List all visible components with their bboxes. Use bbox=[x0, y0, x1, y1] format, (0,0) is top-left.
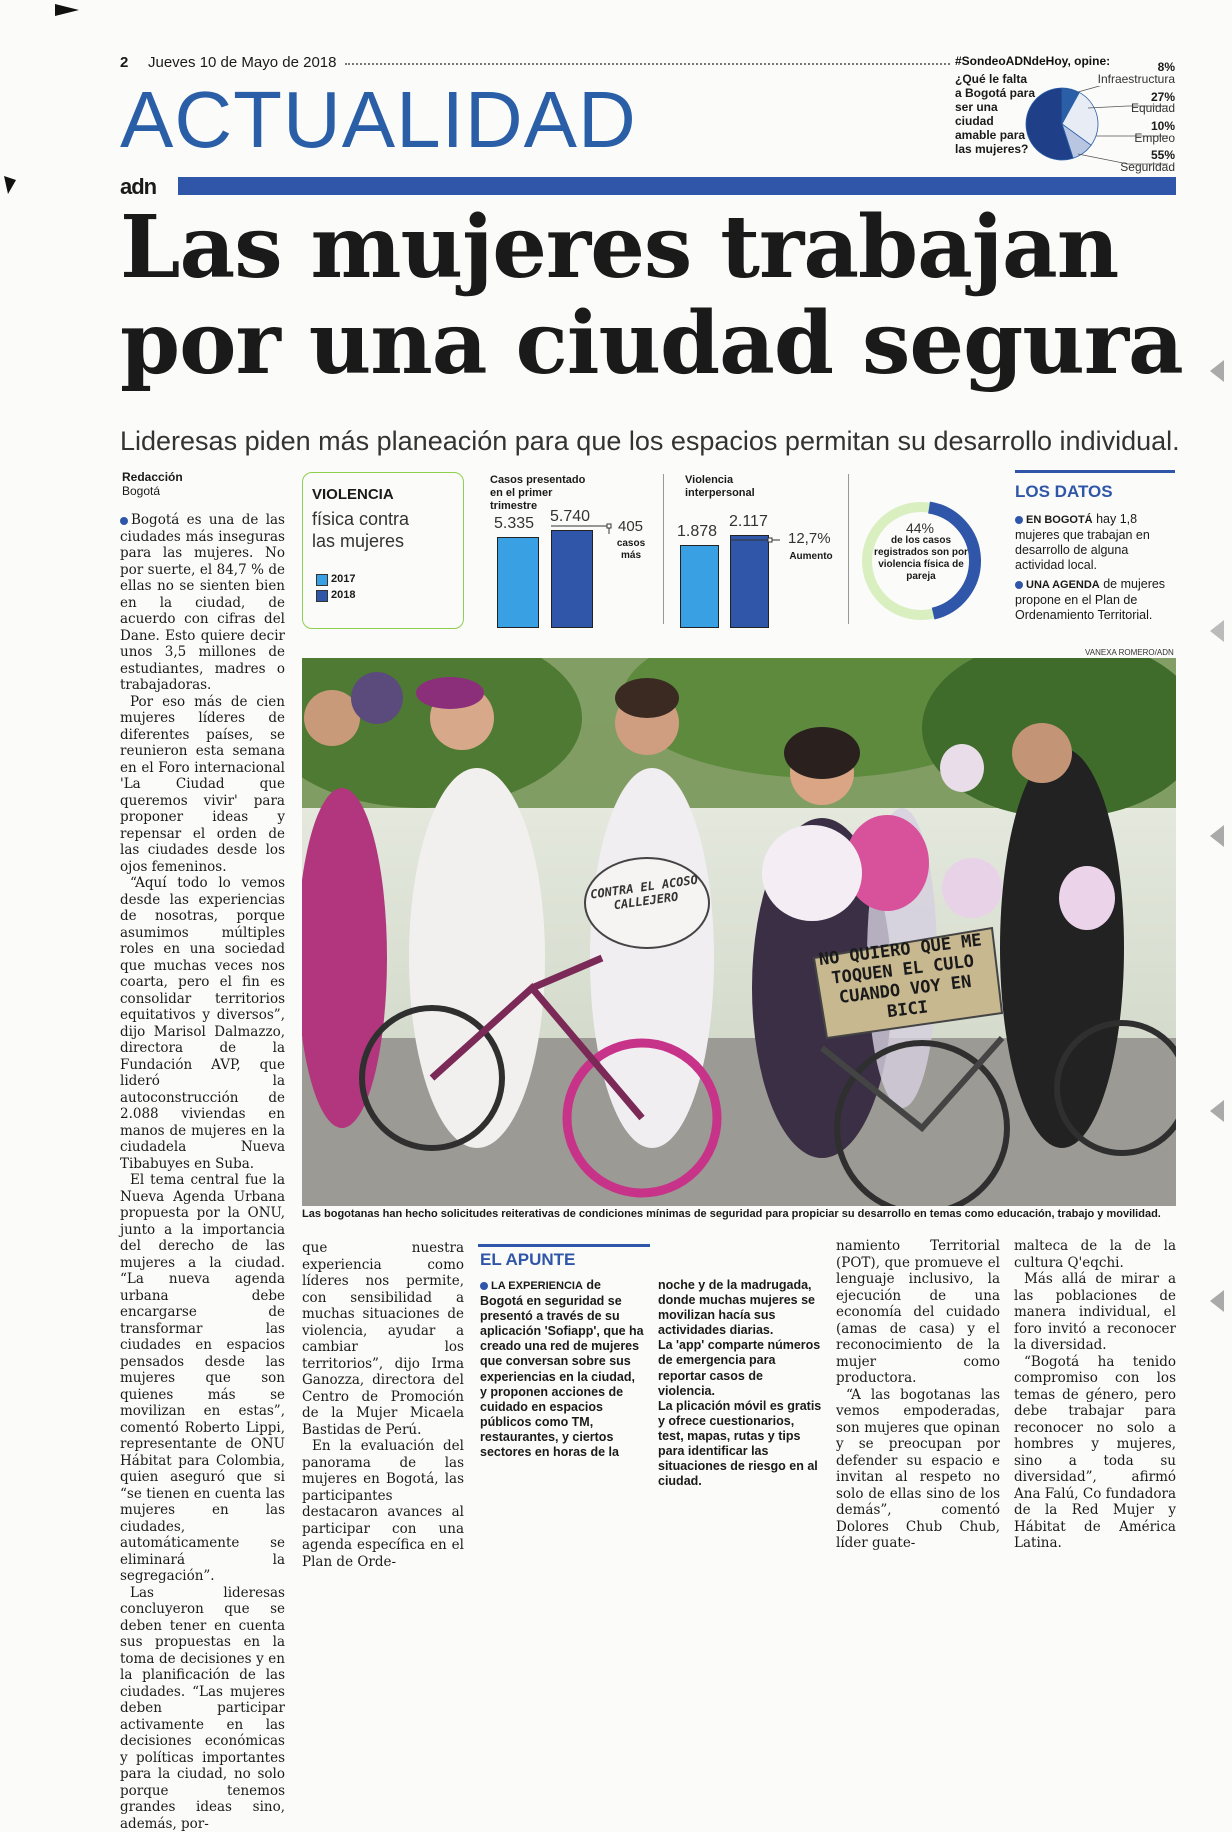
paragraph: En la evaluación del panorama de las mujeres en Bogotá, las participantes destacaron avances al participar con una agenda específica en el Plan de Orde- bbox=[302, 1438, 464, 1570]
poll-pct: 27% bbox=[1151, 90, 1175, 104]
bullet-icon bbox=[120, 517, 128, 525]
poll-pct: 55% bbox=[1151, 148, 1175, 162]
byline-label: Redacción bbox=[122, 470, 183, 484]
headline-line: por una ciudad segura bbox=[120, 296, 1200, 392]
datos-lead: UNA AGENDA bbox=[1026, 579, 1100, 591]
chart-divider bbox=[848, 474, 849, 624]
chart-divider bbox=[663, 474, 664, 624]
scan-mark bbox=[1210, 1100, 1224, 1122]
byline bbox=[122, 470, 183, 498]
datos-lead: EN BOGOTÁ bbox=[1026, 514, 1093, 526]
paragraph: “A las bogotanas las vemos empoderadas, son mujeres que opinan y se preocupan por defender su espacio e invitan al respeto no solo de ellas sino de los demás”, comentó Dolores Chub Chub, líder guate- bbox=[836, 1387, 1000, 1552]
bar-value-label: 1.878 bbox=[677, 523, 717, 541]
subheadline: Lideresas piden más planeación para que los espacios permitan su desarrollo individual. bbox=[120, 426, 1200, 457]
poll-pct: 10% bbox=[1151, 119, 1175, 133]
paragraph: Las lideresas concluyeron que se deben tener en cuenta sus propuestas en la toma de decisiones y en la planificación de las ciudades. “Las mujeres deben participar activamente en las decisiones económicas y políticas importantes para la ciudad, no solo porque tenemos grandes ideas sino, además, por- bbox=[120, 1585, 285, 1832]
bullet-icon bbox=[1015, 581, 1023, 589]
paragraph: “Aquí todo lo vemos desde las experiencias de nosotras, porque asumimos múltiples roles en una sociedad que muchas veces nos coarta, pero el fin es consolidar territorios equitativos y diversos”, dijo Marisol Dalmazzo, directora de la Fundación AVP, que lideró la autoconstrucción de 2.088 viviendas en manos de mujeres en la ciudadela Nueva Tibabuyes en Suba. bbox=[120, 875, 285, 1172]
bar-2018 bbox=[551, 530, 593, 628]
scan-mark bbox=[55, 2, 79, 18]
paragraph: Más allá de mirar a las poblaciones de manera individual, el foro invitó a reconocer la diversidad. bbox=[1014, 1271, 1176, 1354]
bar-2017 bbox=[680, 545, 719, 628]
chart-annotation-value: 405 bbox=[618, 518, 643, 535]
datos-item bbox=[1015, 512, 1175, 573]
dateline: Jueves 10 de Mayo de 2018 bbox=[148, 54, 336, 71]
donut-label: de los casos registrados son por violencia física de pareja bbox=[868, 535, 974, 583]
chart-annotation-text: Aumento bbox=[786, 551, 836, 563]
legend-swatch bbox=[316, 590, 328, 602]
protest-sign-text: CONTRA EL ACOSO CALLEJERO bbox=[581, 871, 710, 916]
chart-leader-line bbox=[551, 518, 626, 538]
scan-mark bbox=[4, 176, 16, 194]
article-column-5 bbox=[836, 1238, 1000, 1552]
headline-line: Las mujeres trabajan bbox=[120, 200, 1200, 296]
apunte-title: EL APUNTE bbox=[480, 1250, 575, 1270]
page-number: 2 bbox=[120, 54, 128, 71]
scan-mark bbox=[1210, 1290, 1224, 1312]
section-rule bbox=[178, 177, 1176, 195]
photo-credit: VANEXA ROMERO/ADN bbox=[1085, 648, 1174, 657]
apunte-text: La plicación móvil es gratis y ofrece cuestionarios, test, mapas, rutas y tips para identificar las situaciones de riesgo en al ciudad. bbox=[658, 1399, 823, 1490]
adn-logo: adn bbox=[120, 174, 156, 200]
donut-value: 44% bbox=[880, 520, 960, 536]
bar-value-label: 5.740 bbox=[550, 508, 590, 526]
datos-title: LOS DATOS bbox=[1015, 482, 1113, 502]
chart-annotation-value: 12,7% bbox=[788, 530, 831, 547]
article-photo bbox=[302, 658, 1176, 1206]
section-title: ACTUALIDAD bbox=[120, 80, 637, 160]
scan-mark bbox=[1210, 360, 1224, 382]
apunte-text: La 'app' comparte números de emergencia para reportar casos de violencia. bbox=[658, 1338, 823, 1398]
paragraph: namiento Territorial (POT), que promueve el lenguaje inclusivo, la ejecución de una economía del cuidado (amas de casa) y el reconocimiento de la mujer como productora. bbox=[836, 1238, 1000, 1387]
chart-annotation-text: casos más bbox=[612, 538, 650, 562]
poll-label: Equidad bbox=[1131, 101, 1175, 115]
article-column-1 bbox=[120, 512, 285, 1832]
bullet-icon bbox=[1015, 516, 1023, 524]
chart-title: Casos presentado en el primer trimestre bbox=[490, 474, 600, 513]
headline bbox=[120, 200, 1200, 392]
subtitle-line: física contra bbox=[312, 508, 409, 530]
paragraph: El tema central fue la Nueva Agenda Urbana propuesta por la ONU, junto a la importancia del derecho de las mujeres a la ciudad. “La nueva agenda urbana debe encargarse de transformar las ciudades en espacios pensados desde las mujeres que son quienes más se movilizan en estas”, comentó Roberto Lippi, representante de ONU Hábitat para Colombia, quien aseguró que si “se tienen en cuenta las mujeres en las ciudades, automáticamente se eliminará la segregación”. bbox=[120, 1172, 285, 1585]
legend-label: 2017 bbox=[331, 573, 355, 585]
bar-value-label: 2.117 bbox=[729, 513, 768, 531]
apunte-column-2 bbox=[658, 1278, 823, 1489]
paragraph: “Bogotá ha tenido compromiso con los temas de género, pero debe trabajar para reconocer no solo a hombres y mujeres, sino a toda su diversidad”, afirmó Ana Falú, Co fundadora de la Red Mujer y Hábitat de América Latina. bbox=[1014, 1354, 1176, 1552]
bar-value-label: 5.335 bbox=[494, 515, 534, 533]
poll-label: Seguridad bbox=[1120, 160, 1175, 174]
photo-caption: Las bogotanas han hecho solicitudes reiterativas de condiciones mínimas de seguridad para propiciar su desarrollo en temas como educación, trabajo y movilidad. bbox=[302, 1208, 1176, 1220]
apunte-text: noche y de la madrugada, donde muchas mujeres se movilizan hacía sus actividades diarias. bbox=[658, 1278, 823, 1338]
datos-text: de mujeres propone en el Plan de Ordenamiento Territorial. bbox=[1015, 577, 1165, 622]
bullet-icon bbox=[480, 1282, 488, 1290]
apunte-lead: LA EXPERIENCIA bbox=[491, 1280, 583, 1292]
paragraph: Bogotá es una de las ciudades más inseguras para las mujeres. No por suerte, el 84,7 % de ellas no se sienten bien en la ciudad, de acuerdo con cifras del Dane. Esto quiere decir unos 3,5 millones de estudiantes, madres o trabajadoras. bbox=[120, 512, 285, 693]
poll-tag: #SondeoADNdeHoy, opine: bbox=[955, 54, 1110, 68]
header-dotted-rule bbox=[345, 63, 950, 65]
paragraph: que nuestra experiencia como líderes nos permite, con sensibilidad a muchas situaciones de violencia, ayudar a cambiar los territorios”, dijo Irma Ganozza, directora del Centro de Promoción de la Mujer Micaela Bastidas de Perú. bbox=[302, 1240, 464, 1438]
byline-city: Bogotá bbox=[122, 484, 160, 498]
chart-leader-line bbox=[730, 534, 790, 548]
subtitle-line: las mujeres bbox=[312, 530, 409, 552]
poll-pct: 8% bbox=[1158, 60, 1175, 74]
chart-title: Violencia interpersonal bbox=[685, 474, 785, 500]
datos-text: hay 1,8 mujeres que trabajan en desarrollo de alguna actividad local. bbox=[1015, 512, 1150, 572]
poll-label: Infraestructura bbox=[1098, 72, 1175, 86]
poll-label: Empleo bbox=[1134, 131, 1175, 145]
bar-2018 bbox=[730, 535, 769, 628]
legend-label: 2018 bbox=[331, 589, 355, 601]
poll-question: ¿Qué le falta a Bogotá para ser una ciudad amable para las mujeres? bbox=[955, 72, 1035, 156]
article-column-2 bbox=[302, 1240, 464, 1570]
apunte-rule bbox=[478, 1244, 650, 1247]
scan-mark bbox=[1210, 825, 1224, 847]
datos-item bbox=[1015, 577, 1175, 623]
article-column-6 bbox=[1014, 1238, 1176, 1552]
apunte-column-1 bbox=[480, 1278, 645, 1460]
infographic-subtitle bbox=[312, 508, 409, 552]
paragraph: Por eso más de cien mujeres líderes de diferentes países, se reunieron esta semana en el Foro internacional 'La Ciudad que queremos vivir' para proponer ideas y repensar el orden de las ciudades desde los ojos femeninos. bbox=[120, 694, 285, 876]
paragraph: malteca de la de la cultura Q'eqchi. bbox=[1014, 1238, 1176, 1271]
datos-rule bbox=[1015, 470, 1175, 473]
apunte-text: de Bogotá en seguridad se presentó a través de su aplicación 'Sofiapp', que ha creado una red de mujeres que conversan sobre sus experiencias en la ciudad, y proponen acciones de cuidado en espacios públicos como TM, restaurantes, y ciertos sectores en horas de la bbox=[480, 1278, 644, 1459]
bar-2017 bbox=[497, 537, 539, 628]
legend-swatch bbox=[316, 574, 328, 586]
protest-sign-text: NO QUIERO QUE ME TOQUEN EL CULO CUANDO VOY EN BICI bbox=[814, 930, 994, 1030]
scan-mark bbox=[1210, 620, 1224, 642]
infographic-title: VIOLENCIA bbox=[312, 486, 394, 503]
